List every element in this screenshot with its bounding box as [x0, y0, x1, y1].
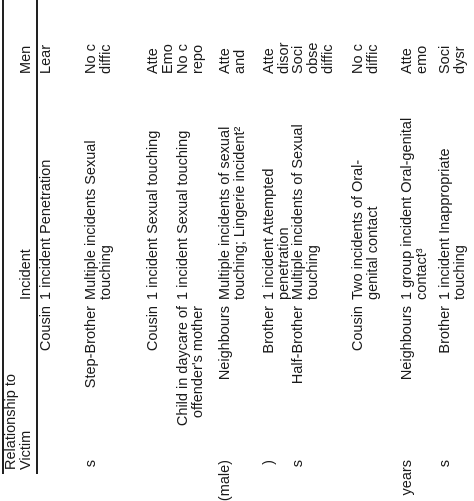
- mental-cell: repo: [190, 44, 206, 74]
- mental-cell: Lear: [38, 44, 54, 74]
- incident-cell: Multiple incidents of Sexual: [290, 124, 306, 300]
- mental-cell: Emo: [160, 44, 176, 74]
- relationship-cell: offender's mother: [190, 306, 206, 419]
- incident-cell: penetration: [276, 227, 292, 300]
- incident-cell: 1 group incident Oral-genital: [399, 117, 415, 300]
- header-relationship: Victim: [18, 430, 34, 470]
- incident-cell: 1 incident Attempted: [261, 168, 277, 300]
- relationship-cell: Cousin: [38, 306, 54, 352]
- mental-cell: diffic: [320, 44, 336, 74]
- relationship-cell: Step-Brother: [83, 306, 99, 389]
- mental-cell: diffic: [365, 44, 381, 74]
- incident-cell: touching: [98, 245, 114, 300]
- relationship-cell: Half-Brother: [290, 306, 306, 385]
- row-left-cell: s: [83, 460, 99, 468]
- mental-cell: Atte: [217, 48, 233, 74]
- incident-cell: genital contact: [365, 206, 381, 300]
- relationship-cell: Cousin: [145, 306, 161, 352]
- mental-cell: dysr: [452, 46, 468, 74]
- incident-cell: touching: [305, 245, 321, 300]
- relationship-cell: Brother: [261, 306, 277, 354]
- relationship-cell: Cousin: [350, 306, 366, 352]
- incident-cell: 1 incident Penetration: [38, 159, 54, 300]
- relationship-cell: Child in daycare of: [175, 306, 191, 427]
- mental-cell: and: [232, 49, 248, 74]
- incident-cell: contact³: [414, 248, 430, 300]
- mental-cell: Soci: [290, 45, 306, 74]
- incident-cell: Multiple incidents Sexual: [83, 140, 99, 300]
- incident-cell: 1 incident Inappropriate: [437, 148, 453, 300]
- mental-cell: diffic: [98, 44, 114, 74]
- incident-cell: Multiple incidents of sexual: [217, 126, 233, 300]
- row-left-cell: ): [261, 460, 277, 465]
- relationship-cell: Neighbours: [399, 306, 415, 381]
- incident-cell: 1 incident Sexual touching: [145, 130, 161, 300]
- row-left-cell: years: [399, 460, 415, 496]
- mental-cell: emo: [414, 45, 430, 74]
- mental-cell: disor: [276, 42, 292, 74]
- incident-cell: touching: [452, 245, 468, 300]
- mental-cell: No c: [350, 44, 366, 74]
- relationship-cell: Brother: [437, 306, 453, 354]
- incident-cell: touching; Lingerie incident²: [232, 126, 248, 300]
- header-incident: Incident: [18, 249, 34, 300]
- incident-cell: Two incidents of Oral-: [350, 159, 366, 300]
- mental-cell: obse: [305, 42, 321, 74]
- incident-cell: 1 incident Sexual touching: [175, 130, 191, 300]
- mental-cell: No c: [175, 44, 191, 74]
- row-left-cell: s: [290, 460, 306, 468]
- mental-cell: Atte: [145, 48, 161, 74]
- mental-cell: Atte: [399, 48, 415, 74]
- mental-cell: Atte: [261, 48, 277, 74]
- relationship-cell: Neighbours: [217, 306, 233, 381]
- header-mental: Men: [18, 45, 34, 74]
- mental-cell: Soci: [437, 45, 453, 74]
- row-left-cell: s: [437, 460, 453, 468]
- mental-cell: No c: [83, 44, 99, 74]
- header-relationship: Relationship to: [3, 374, 19, 470]
- row-left-cell: (male): [217, 460, 233, 501]
